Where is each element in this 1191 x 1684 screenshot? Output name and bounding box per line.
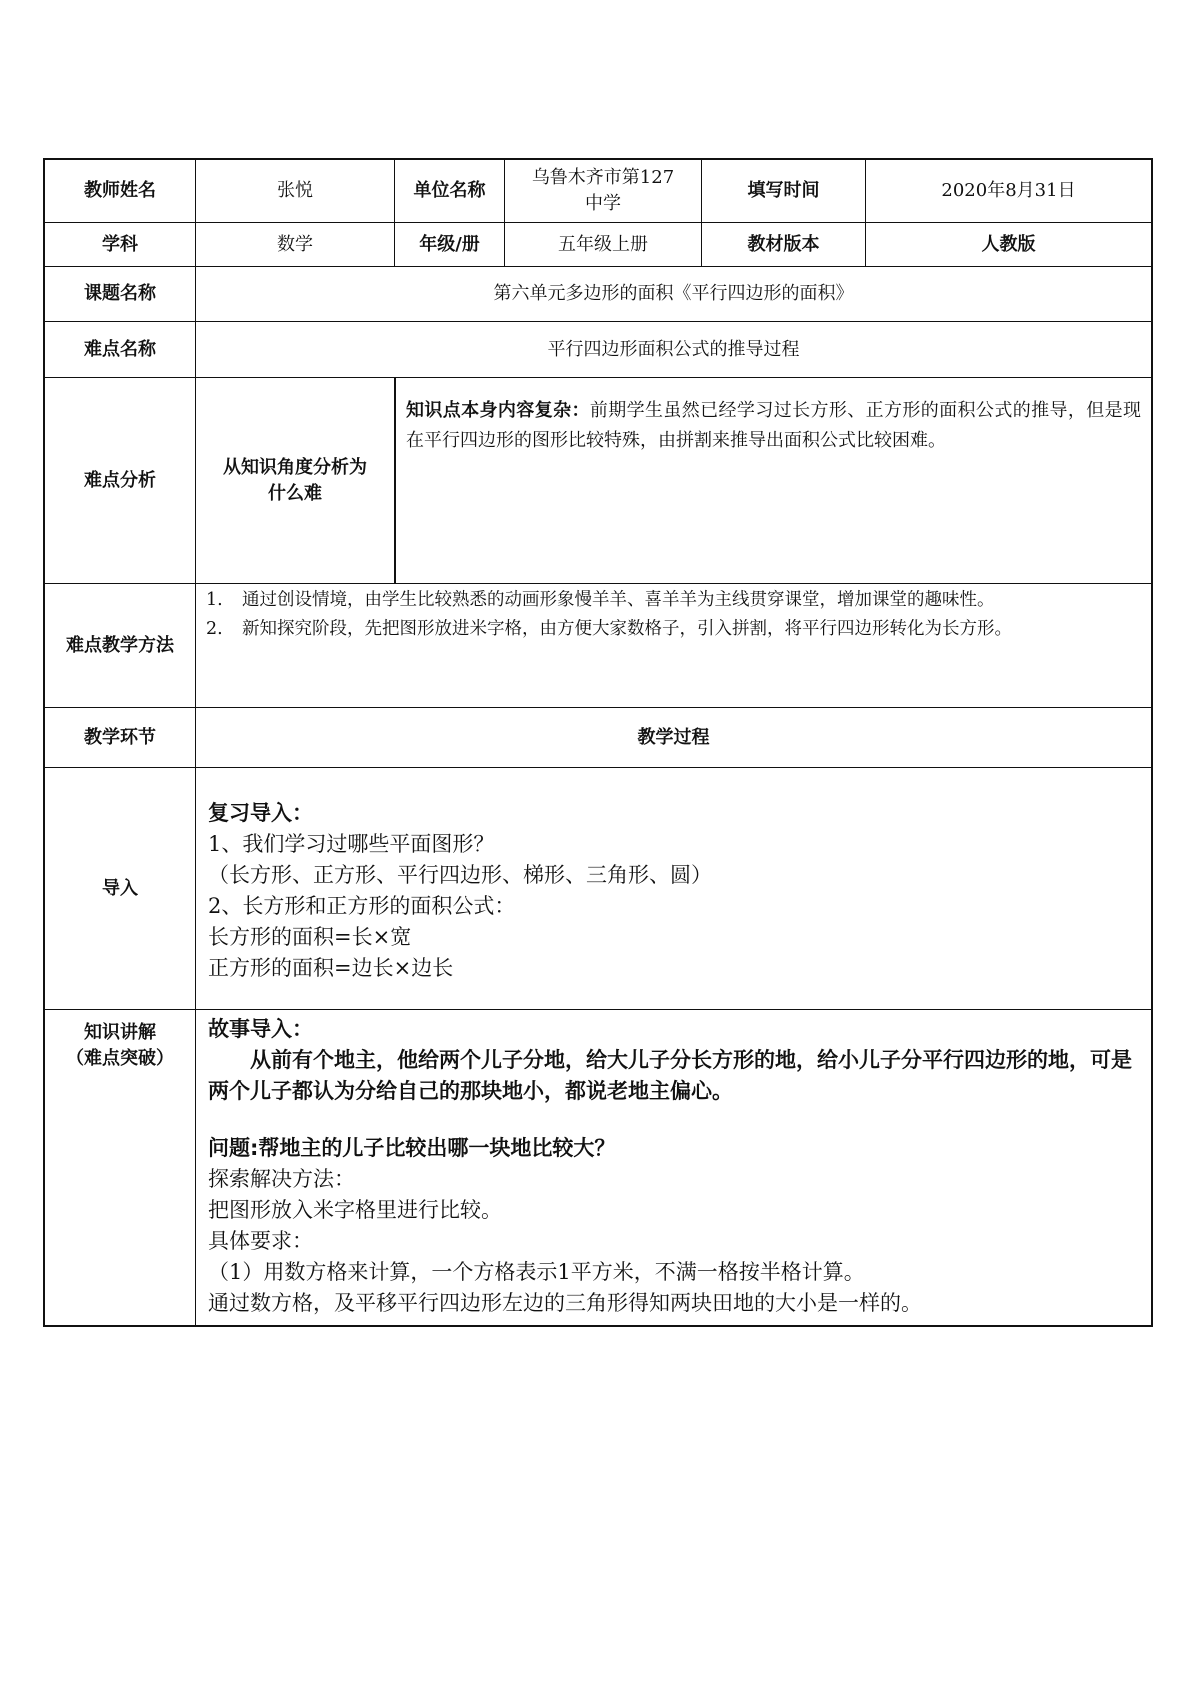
intro-line: 长方形的面积=长×宽 — [208, 925, 412, 949]
edition-label: 教材版本 — [701, 223, 865, 266]
story-text: 从前有个地主，他给两个儿子分地，给大儿子分长方形的地，给小儿子分平行四边形的地，可是两个儿子都认为分给自己的那块地小，都说老地主偏心。 — [208, 1048, 1132, 1103]
fill-date-value: 2020年8月31日 — [865, 160, 1151, 222]
knowledge-line: 把图形放入米字格里进行比较。 — [208, 1198, 502, 1222]
intro-line: 1、我们学习过哪些平面图形？ — [208, 832, 495, 856]
method-item — [206, 615, 1141, 644]
knowledge-line: 具体要求： — [208, 1229, 313, 1253]
intro-heading: 复习导入： — [208, 801, 313, 825]
grade-label: 年级/册 — [394, 223, 504, 266]
analysis-sub-label-line-2: 什么难 — [268, 482, 322, 504]
grade-value: 五年级上册 — [504, 223, 701, 266]
method-text: 通过创设情境，由学生比较熟悉的动画形象慢羊羊、喜羊羊为主线贯穿课堂，增加课堂的趣味性。 — [242, 590, 995, 610]
intro-line: 正方形的面积=边长×边长 — [208, 956, 454, 980]
edition-value: 人教版 — [865, 223, 1151, 266]
analysis-lead: 知识点本身内容复杂： — [406, 400, 590, 421]
difficulty-row — [43, 321, 1153, 377]
intro-content — [195, 768, 1151, 1009]
methods-list — [196, 584, 1151, 644]
knowledge-label-line-2: （难点突破） — [66, 1048, 174, 1069]
method-item — [206, 586, 1141, 615]
unit-name-value — [504, 160, 701, 222]
methods-label: 难点教学方法 — [66, 634, 174, 656]
method-number: 1. — [206, 590, 223, 610]
unit-name-label: 单位名称 — [394, 160, 504, 222]
topic-value: 第六单元多边形的面积《平行四边形的面积》 — [195, 267, 1151, 321]
teaching-stage-label: 教学环节 — [84, 726, 156, 748]
process-header-row — [43, 707, 1153, 767]
subject-label: 学科 — [102, 233, 138, 255]
knowledge-row — [43, 1009, 1153, 1327]
teacher-name-value: 张悦 — [195, 160, 394, 222]
info-row-1 — [43, 158, 1153, 222]
subject-value: 数学 — [195, 223, 394, 266]
analysis-sub-label — [195, 378, 394, 583]
knowledge-line: 通过数方格，及平移平行四边形左边的三角形得知两块田地的大小是一样的。 — [208, 1291, 922, 1315]
teacher-name-label: 教师姓名 — [84, 180, 156, 201]
analysis-label: 难点分析 — [84, 469, 156, 491]
lesson-plan-table — [43, 158, 1153, 1327]
teaching-process-label: 教学过程 — [195, 708, 1151, 767]
knowledge-line: 探索解决方法： — [208, 1167, 355, 1191]
method-text: 新知探究阶段，先把图形放进米字格，由方便大家数格子，引入拼割，将平行四边形转化为长方形。 — [242, 619, 1012, 639]
analysis-row — [43, 377, 1153, 583]
question-text: 问题:帮地主的儿子比较出哪一块地比较大？ — [208, 1136, 616, 1160]
methods-row — [43, 583, 1153, 707]
intro-label: 导入 — [102, 877, 138, 899]
spacer — [208, 1107, 1139, 1133]
info-row-2 — [43, 222, 1153, 266]
knowledge-content — [195, 1010, 1151, 1325]
analysis-content — [394, 378, 1151, 583]
difficulty-label: 难点名称 — [84, 338, 156, 360]
topic-row — [43, 266, 1153, 321]
methods-content — [195, 584, 1151, 707]
knowledge-label — [45, 1010, 195, 1325]
intro-line: （长方形、正方形、平行四边形、梯形、三角形、圆） — [208, 863, 712, 887]
knowledge-label-line-1: 知识讲解 — [84, 1022, 156, 1043]
topic-label: 课题名称 — [84, 283, 156, 304]
knowledge-heading: 故事导入： — [208, 1017, 313, 1041]
knowledge-line: （1）用数方格来计算，一个方格表示1平方米，不满一格按半格计算。 — [208, 1260, 865, 1284]
difficulty-value: 平行四边形面积公式的推导过程 — [195, 322, 1151, 377]
analysis-text: 前期学生虽然已经学习过长方形、正方形的面积公式的推导，但是现在平行四边形的图形比较特殊，由拼割来推导出面积公式比较困难。 — [406, 400, 1142, 451]
intro-line: 2、长方形和正方形的面积公式： — [208, 894, 516, 918]
unit-name-line-2: 中学 — [585, 193, 621, 214]
intro-row — [43, 767, 1153, 1009]
analysis-sub-label-line-1: 从知识角度分析为 — [223, 456, 367, 478]
unit-name-line-1: 乌鲁木齐市第127 — [531, 167, 675, 188]
fill-date-label: 填写时间 — [701, 160, 865, 222]
method-number: 2. — [206, 619, 223, 639]
